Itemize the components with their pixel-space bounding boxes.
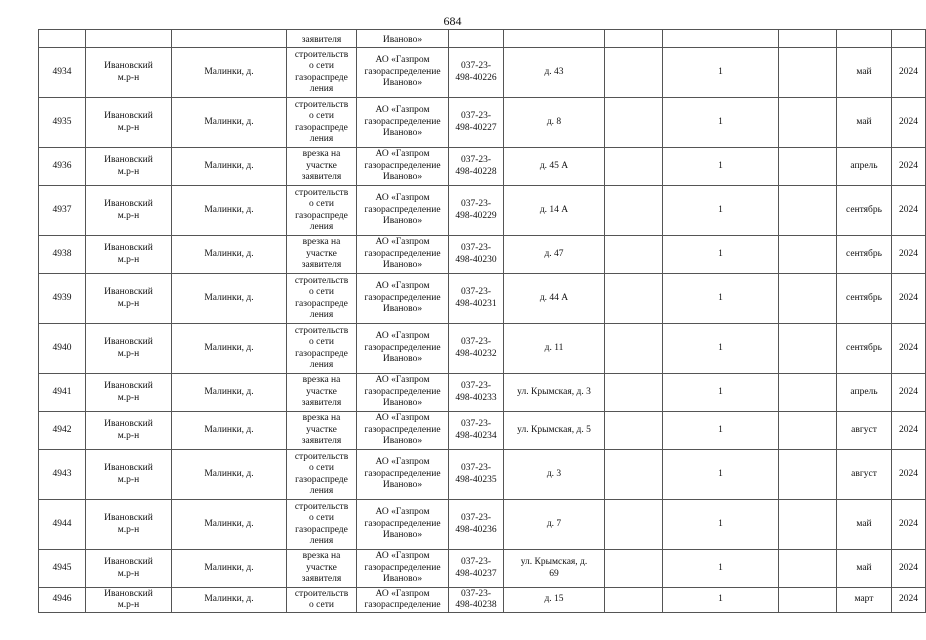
cell-work: строительств о сети газораспреде ления bbox=[287, 274, 357, 324]
cell-org: АО «Газпром газораспределение Иваново» bbox=[357, 550, 449, 588]
cell-year: 2024 bbox=[892, 450, 926, 500]
cell-num: 4943 bbox=[39, 450, 86, 500]
cell-address: д. 44 А bbox=[504, 274, 605, 324]
cell-num: 4937 bbox=[39, 186, 86, 236]
cell-code: 037-23- 498-40237 bbox=[449, 550, 504, 588]
cell-num: 4946 bbox=[39, 588, 86, 613]
table-row bbox=[39, 274, 926, 324]
cell-year: 2024 bbox=[892, 48, 926, 98]
table-row bbox=[39, 500, 926, 550]
cell-qty: 1 bbox=[663, 450, 779, 500]
cell-work: врезка на участке заявителя bbox=[287, 374, 357, 412]
cell-locality: Малинки, д. bbox=[172, 324, 287, 374]
table-row bbox=[39, 148, 926, 186]
cell-e bbox=[605, 412, 663, 450]
cell-locality: Малинки, д. bbox=[172, 236, 287, 274]
cell-e bbox=[605, 550, 663, 588]
cell-work: строительств о сети газораспреде ления bbox=[287, 450, 357, 500]
cell-work: строительств о сети газораспреде ления bbox=[287, 500, 357, 550]
table-row bbox=[39, 186, 926, 236]
cell-address: д. 43 bbox=[504, 48, 605, 98]
cell-org: Иваново» bbox=[357, 30, 449, 48]
table-row bbox=[39, 412, 926, 450]
cell-org: АО «Газпром газораспределение Иваново» bbox=[357, 236, 449, 274]
cell-g bbox=[779, 274, 837, 324]
cell-year: 2024 bbox=[892, 588, 926, 613]
cell-org: АО «Газпром газораспределение Иваново» bbox=[357, 374, 449, 412]
cell-num: 4941 bbox=[39, 374, 86, 412]
cell-code: 037-23- 498-40227 bbox=[449, 98, 504, 148]
cell-code: 037-23- 498-40229 bbox=[449, 186, 504, 236]
cell-month: май bbox=[837, 550, 892, 588]
cell-qty: 1 bbox=[663, 98, 779, 148]
cell-org: АО «Газпром газораспределение Иваново» bbox=[357, 186, 449, 236]
cell-address: д. 14 А bbox=[504, 186, 605, 236]
cell-num: 4940 bbox=[39, 324, 86, 374]
cell-qty: 1 bbox=[663, 274, 779, 324]
cell-code: 037-23- 498-40236 bbox=[449, 500, 504, 550]
cell-month: май bbox=[837, 48, 892, 98]
cell-g bbox=[779, 48, 837, 98]
continued-row bbox=[39, 30, 926, 48]
cell-g bbox=[779, 500, 837, 550]
cell-g bbox=[779, 450, 837, 500]
cell-org: АО «Газпром газораспределение Иваново» bbox=[357, 48, 449, 98]
cell-district: Ивановский м.р-н bbox=[86, 324, 172, 374]
table-row bbox=[39, 48, 926, 98]
cell-e bbox=[605, 98, 663, 148]
cell-month: сентябрь bbox=[837, 324, 892, 374]
table-row bbox=[39, 374, 926, 412]
cell-qty: 1 bbox=[663, 324, 779, 374]
cell-address: д. 47 bbox=[504, 236, 605, 274]
cell-work: врезка на участке заявителя bbox=[287, 148, 357, 186]
cell-work: врезка на участке заявителя bbox=[287, 412, 357, 450]
cell-month: апрель bbox=[837, 374, 892, 412]
cell-g bbox=[779, 324, 837, 374]
cell-district: Ивановский м.р-н bbox=[86, 374, 172, 412]
page-number: 684 bbox=[443, 14, 462, 28]
cell-e bbox=[605, 500, 663, 550]
cell-district: Ивановский м.р-н bbox=[86, 500, 172, 550]
cell-locality: Малинки, д. bbox=[172, 588, 287, 613]
cell-e bbox=[605, 588, 663, 613]
cell-address: ул. Крымская, д. 69 bbox=[504, 550, 605, 588]
cell-address: д. 11 bbox=[504, 324, 605, 374]
cell-locality: Малинки, д. bbox=[172, 186, 287, 236]
table-row bbox=[39, 550, 926, 588]
cell-e bbox=[605, 48, 663, 98]
cell-work: строительств о сети газораспреде ления bbox=[287, 186, 357, 236]
cell-qty: 1 bbox=[663, 48, 779, 98]
cell-g bbox=[779, 374, 837, 412]
cell-locality: Малинки, д. bbox=[172, 412, 287, 450]
cell-num: 4944 bbox=[39, 500, 86, 550]
table-container bbox=[38, 29, 918, 613]
cell-year: 2024 bbox=[892, 236, 926, 274]
cell-year: 2024 bbox=[892, 500, 926, 550]
cell-qty: 1 bbox=[663, 186, 779, 236]
table-row-partial bbox=[39, 588, 926, 613]
cell-locality: Малинки, д. bbox=[172, 148, 287, 186]
cell-num: 4942 bbox=[39, 412, 86, 450]
cell-address: д. 3 bbox=[504, 450, 605, 500]
cell-year: 2024 bbox=[892, 324, 926, 374]
cell-district: Ивановский м.р-н bbox=[86, 148, 172, 186]
cell-year: 2024 bbox=[892, 550, 926, 588]
cell-g bbox=[779, 236, 837, 274]
cell-num: 4939 bbox=[39, 274, 86, 324]
cell-locality: Малинки, д. bbox=[172, 450, 287, 500]
cell-district: Ивановский м.р-н bbox=[86, 450, 172, 500]
cell-code: 037-23- 498-40233 bbox=[449, 374, 504, 412]
cell-qty: 1 bbox=[663, 588, 779, 613]
cell-district: Ивановский м.р-н bbox=[86, 236, 172, 274]
cell-month: май bbox=[837, 98, 892, 148]
cell-num: 4935 bbox=[39, 98, 86, 148]
cell-year: 2024 bbox=[892, 412, 926, 450]
cell-work: строительств о сети bbox=[294, 589, 349, 611]
table-row bbox=[39, 236, 926, 274]
cell-e bbox=[605, 274, 663, 324]
cell-qty: 1 bbox=[663, 374, 779, 412]
cell-org: АО «Газпром газораспределение Иваново» bbox=[357, 274, 449, 324]
cell-month: май bbox=[837, 500, 892, 550]
cell-district: Ивановский м.р-н bbox=[86, 186, 172, 236]
cell-district: Ивановский м.р-н bbox=[86, 98, 172, 148]
cell-work: строительств о сети газораспреде ления bbox=[287, 48, 357, 98]
cell-code: 037-23- 498-40238 bbox=[449, 588, 504, 613]
cell-e bbox=[605, 186, 663, 236]
cell-e bbox=[605, 148, 663, 186]
cell-district: Ивановский м.р-н bbox=[86, 48, 172, 98]
cell-year: 2024 bbox=[892, 374, 926, 412]
cell-work: заявителя bbox=[287, 30, 357, 48]
cell-qty: 1 bbox=[663, 412, 779, 450]
cell-locality: Малинки, д. bbox=[172, 98, 287, 148]
cell-g bbox=[779, 412, 837, 450]
cell-month: сентябрь bbox=[837, 274, 892, 324]
cell-locality: Малинки, д. bbox=[172, 374, 287, 412]
cell-code: 037-23- 498-40228 bbox=[449, 148, 504, 186]
cell-month: август bbox=[837, 412, 892, 450]
cell-qty: 1 bbox=[663, 148, 779, 186]
cell-month: сентябрь bbox=[837, 186, 892, 236]
cell-month: апрель bbox=[837, 148, 892, 186]
cell-work: врезка на участке заявителя bbox=[287, 550, 357, 588]
cell-code: 037-23- 498-40234 bbox=[449, 412, 504, 450]
cell-locality: Малинки, д. bbox=[172, 274, 287, 324]
cell-year: 2024 bbox=[892, 274, 926, 324]
cell-g bbox=[779, 98, 837, 148]
cell-org: АО «Газпром газораспределение bbox=[364, 589, 441, 611]
cell-year: 2024 bbox=[892, 98, 926, 148]
cell-year: 2024 bbox=[892, 148, 926, 186]
cell-e bbox=[605, 374, 663, 412]
cell-address: д. 15 bbox=[504, 588, 605, 613]
cell-g bbox=[779, 550, 837, 588]
cell-district: Ивановский м.р-н bbox=[86, 588, 172, 613]
cell-locality: Малинки, д. bbox=[172, 500, 287, 550]
cell-address: д. 45 А bbox=[504, 148, 605, 186]
cell-org: АО «Газпром газораспределение Иваново» bbox=[357, 450, 449, 500]
table-row bbox=[39, 98, 926, 148]
cell-address: ул. Крымская, д. 3 bbox=[504, 374, 605, 412]
cell-code: 037-23- 498-40235 bbox=[449, 450, 504, 500]
cell-address: д. 8 bbox=[504, 98, 605, 148]
cell-org: АО «Газпром газораспределение Иваново» bbox=[357, 324, 449, 374]
cell-e bbox=[605, 236, 663, 274]
cell-address: ул. Крымская, д. 5 bbox=[504, 412, 605, 450]
cell-num: 4936 bbox=[39, 148, 86, 186]
cell-year: 2024 bbox=[892, 186, 926, 236]
cell-month: март bbox=[837, 588, 892, 613]
connections-table bbox=[38, 29, 926, 613]
cell-district: Ивановский м.р-н bbox=[86, 274, 172, 324]
cell-num: 4945 bbox=[39, 550, 86, 588]
cell-month: август bbox=[837, 450, 892, 500]
cell-e bbox=[605, 450, 663, 500]
cell-work: строительств о сети газораспреде ления bbox=[287, 98, 357, 148]
cell-district: Ивановский м.р-н bbox=[86, 412, 172, 450]
table-row bbox=[39, 450, 926, 500]
cell-org: АО «Газпром газораспределение Иваново» bbox=[357, 98, 449, 148]
cell-org: АО «Газпром газораспределение Иваново» bbox=[357, 500, 449, 550]
cell-work: строительств о сети газораспреде ления bbox=[287, 324, 357, 374]
cell-g bbox=[779, 588, 837, 613]
cell-org: АО «Газпром газораспределение Иваново» bbox=[357, 148, 449, 186]
cell-month: сентябрь bbox=[837, 236, 892, 274]
cell-qty: 1 bbox=[663, 550, 779, 588]
cell-code: 037-23- 498-40226 bbox=[449, 48, 504, 98]
table-row bbox=[39, 324, 926, 374]
cell-locality: Малинки, д. bbox=[172, 48, 287, 98]
cell-code: 037-23- 498-40232 bbox=[449, 324, 504, 374]
cell-code: 037-23- 498-40230 bbox=[449, 236, 504, 274]
cell-locality: Малинки, д. bbox=[172, 550, 287, 588]
cell-g bbox=[779, 186, 837, 236]
cell-address: д. 7 bbox=[504, 500, 605, 550]
cell-work: врезка на участке заявителя bbox=[287, 236, 357, 274]
cell-district: Ивановский м.р-н bbox=[86, 550, 172, 588]
cell-num: 4934 bbox=[39, 48, 86, 98]
cell-code: 037-23- 498-40231 bbox=[449, 274, 504, 324]
cell-qty: 1 bbox=[663, 500, 779, 550]
cell-qty: 1 bbox=[663, 236, 779, 274]
cell-e bbox=[605, 324, 663, 374]
cell-num: 4938 bbox=[39, 236, 86, 274]
cell-org: АО «Газпром газораспределение Иваново» bbox=[357, 412, 449, 450]
cell-g bbox=[779, 148, 837, 186]
